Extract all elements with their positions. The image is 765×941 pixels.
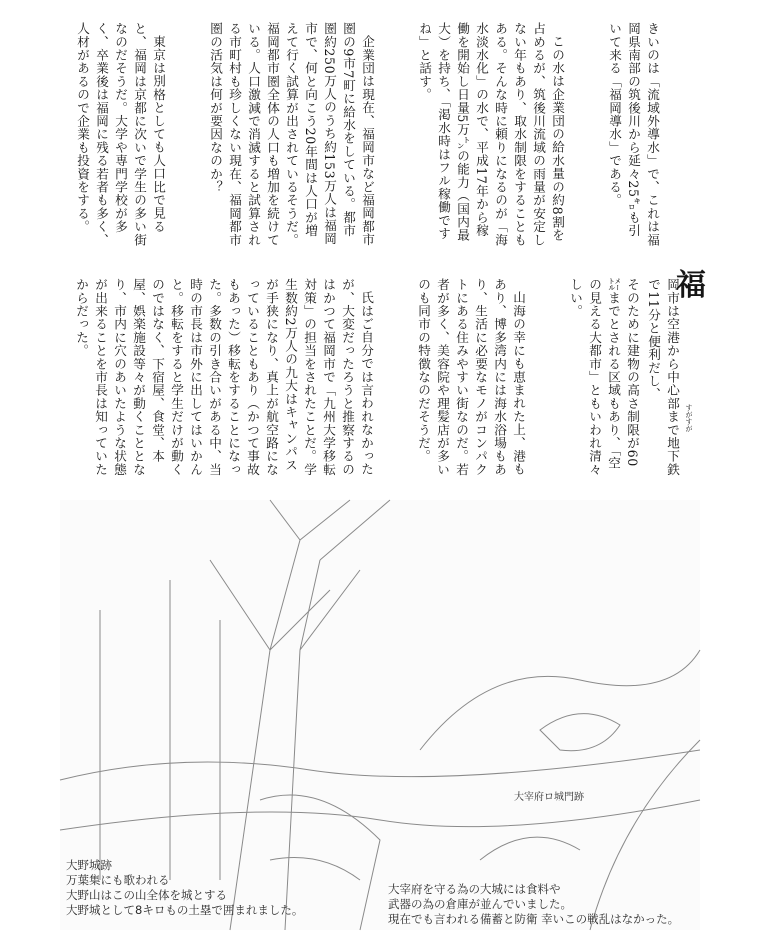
bottom-text-column	[60, 278, 680, 478]
paragraph: この水は企業団の給水量の約8割を占めるが、筑後川流域の雨量が安定しない年もあり、取水制限をすることもある。そんな時に頼りになるのが「海水淡水化」の水で、平成17年から稼働を開始し日量5万㌧の能力（国内最大）を持ち、「渇水時はフル稼働ですね」と話す。	[417, 22, 565, 247]
caption-line: 現在でも言われる備蓄と防衛 幸いこの戦乱はなかった。	[388, 912, 680, 926]
caption-line: 大宰府を守る為の大城には食料や	[388, 882, 561, 896]
bottom-lead-column	[646, 278, 720, 478]
paragraph: きいのは「流域外導水」で、これは福岡県南部の筑後川から延々25㌔も引いて来る「福岡導水」である。	[607, 22, 660, 247]
paragraph: 山海の幸にも恵まれた上、港もあり、博多湾内には海水浴場もあり、生活に必要なモノがコンパクトにある住みやすい街なのだ。若者が多く、美容院や理髪店が多いのも同市の特徴なのだそうだ。	[416, 278, 526, 476]
illustration-caption-left	[66, 858, 303, 918]
top-text-column	[60, 22, 700, 250]
illustration-caption-right	[388, 882, 679, 927]
paragraph: そのために建物の高さ制限が60㍍までとされる区域もあり、「空の見える大都市」ともいわれ清々しい。	[568, 278, 640, 476]
caption-line: 大野城跡	[66, 858, 112, 872]
caption-line: 大野城として8キロもの土塁で囲まれました。	[66, 903, 304, 917]
caption-line: 万葉集にも歌われる	[66, 873, 170, 887]
paragraph: 企業団は現在、福岡市など福岡都市圏の9市7町に給水をしている。都市圏約250万人のうち約153万人は福岡市で、何と向こう20年間は人口が増えて行く試算が出されているそうだ。福岡都市圏全体の人口も増加を続けている。人口激減で消滅すると試算される市町村も珍しくない現在、福岡都市圏の活気は何が要因なのか？	[208, 22, 375, 247]
lead-text: 岡市は空港から中心部まで地下鉄で11分と便利だし、	[646, 278, 680, 476]
paragraph: 東京は別格としても人口比で見ると、福岡は京都に次いで学生の多い街なのだそうだ。大学や専門学校が多く、卒業後は福岡に残る若者も多く、人材があるので企業も投資をする。	[75, 22, 166, 247]
paragraph: 氏はご自分では言われなかったが、大変だったろうと推察するのはかつて福岡市で「九州大学移転対策」の担当をされたことだ。学生数約2万人の九大はキャンパスが手狭になり、真上が航空路になっていることもあり（かつて事故もあった）移転をすることになった。多数の引き合いがある中、当時の市長は市外に出してはいかんと。移転をすると学生だけが動くのではなく、下宿屋、食堂、本屋、娯楽施設等々が動くこととなり、市内に穴のあいたような状態が出来ることを市長は知っていたからだった。	[74, 278, 374, 476]
ruins-label: 大宰府ロ城門跡	[514, 792, 584, 803]
ruby-reading: すがすが	[685, 404, 693, 432]
dropcap: 福	[676, 268, 706, 303]
caption-line: 武器の為の倉庫が並んでいました。	[388, 897, 572, 911]
caption-line: 大野山はこの山全体を城とする	[66, 888, 227, 902]
